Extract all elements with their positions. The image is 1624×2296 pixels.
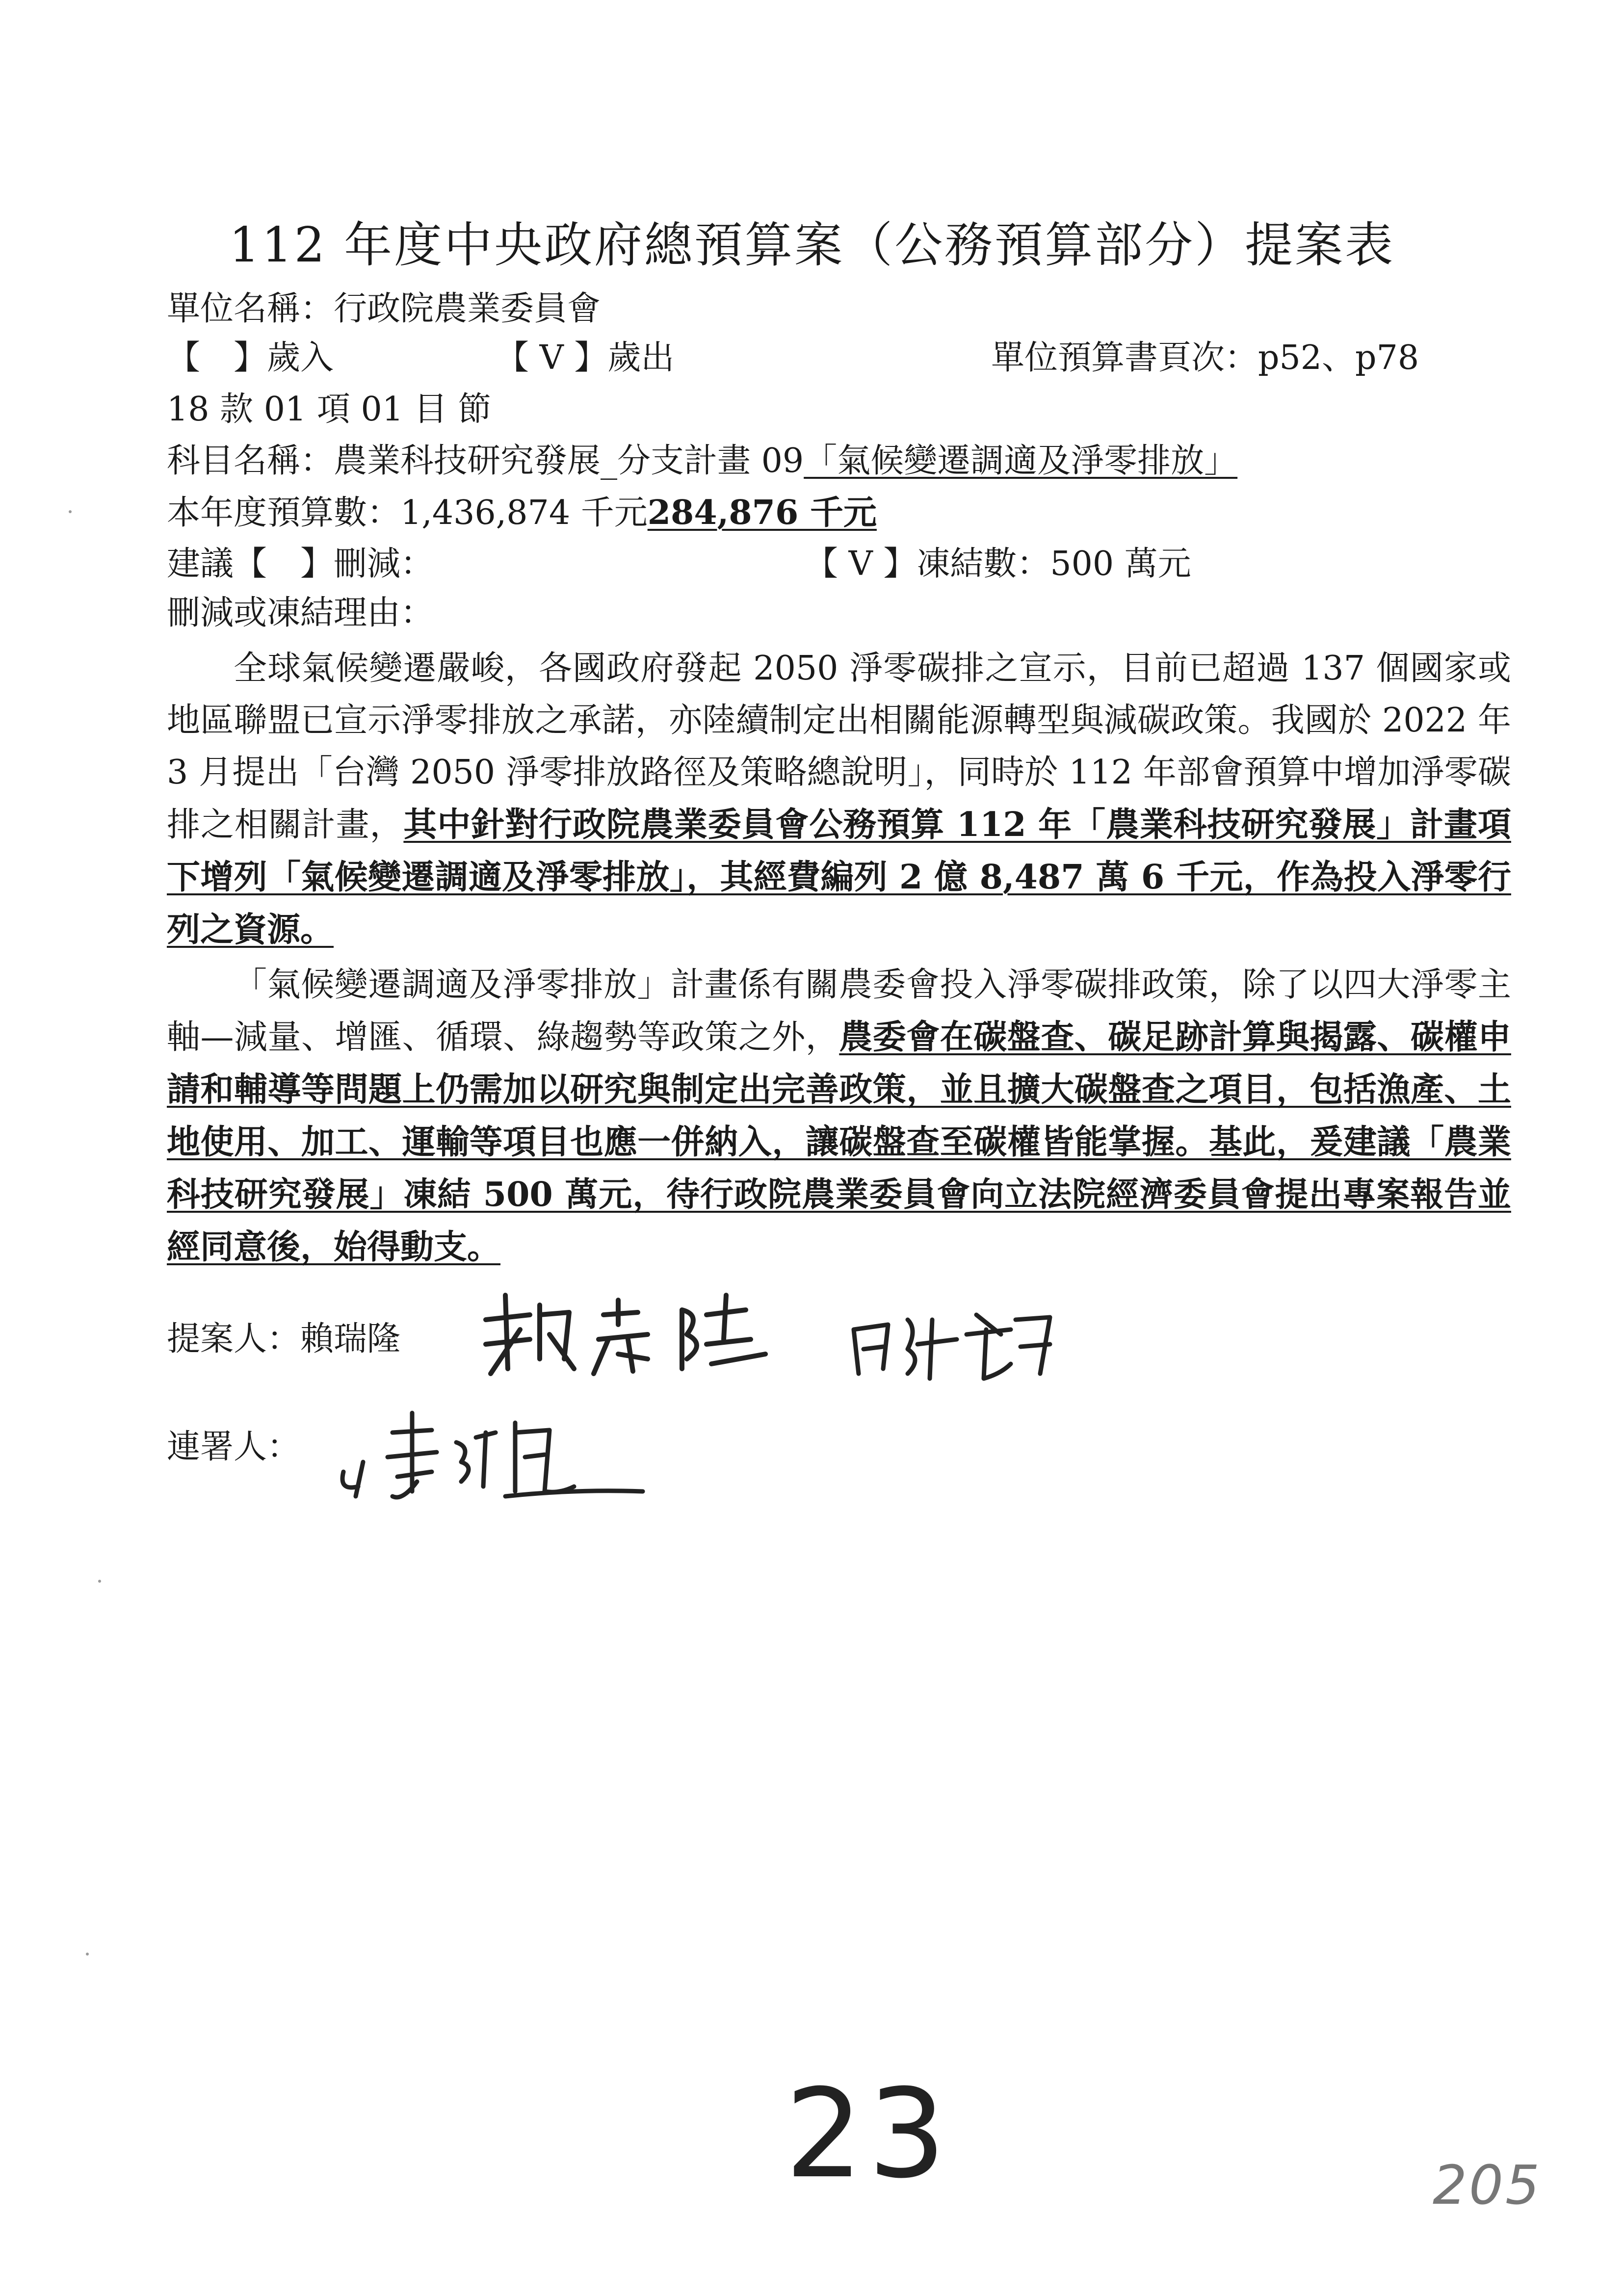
proposer-signature xyxy=(471,1285,785,1383)
page-number: 23 xyxy=(785,2062,951,2205)
paragraph-2-plain: 「氣候變遷調適及淨零排放」計畫係有關農委會投入淨零碳排政策，除了以四大淨零主軸—減量、增匯、循環、綠趨勢等政策之外， xyxy=(167,965,1511,1057)
scan-speck xyxy=(69,510,72,513)
subject-line xyxy=(167,437,1237,486)
revenue-checkbox-label: 【 】歲入 xyxy=(167,339,334,377)
paragraph-2-emphasis: 農委會在碳盤查、碳足跡計算與揭露、碳權申請和輔導等問題上仍需加以研究與制定出完善政策，並且擴大碳盤查之項目，包括漁產、土地使用、加工、運輸等項目也應一併納入，讓碳盤查至碳權皆能掌握。基此，爰建議「農業科技研究發展」凍結 500 萬元，待行政院農業委員會向立法院經濟委員會提出專案報告並經同意後，始得動支。 xyxy=(167,1018,1511,1267)
reason-paragraph-2 xyxy=(167,959,1511,1274)
item-code: 18 款 01 項 01 目 節 xyxy=(167,390,492,429)
suggest-cut-label: 建議【 】刪減： xyxy=(167,545,434,583)
scan-speck xyxy=(98,1580,101,1583)
reason-paragraph-1 xyxy=(167,643,1511,956)
budget-prefix: 本年度預算數：1,436,874 千元 xyxy=(167,494,648,532)
freeze-amount-label: 【 V 】凍結數：500 萬元 xyxy=(805,545,1191,583)
budget-underlined: 284,876 千元 xyxy=(647,493,877,532)
cosigner-signature-2 xyxy=(329,1403,653,1511)
cosigner-label: 連署人： xyxy=(167,1428,301,1466)
unit-name: 單位名稱：行政院農業委員會 xyxy=(167,289,601,328)
document-title: 112 年度中央政府總預算案（公務預算部分）提案表 xyxy=(229,217,1395,273)
expenditure-checkbox-label: 【 V 】歲出 xyxy=(496,339,675,377)
paragraph-1-plain: 全球氣候變遷嚴峻，各國政府發起 2050 淨零碳排之宣示，目前已超過 137 個國家或地區聯盟已宣示淨零排放之承諾，亦陸續制定出相關能源轉型與減碳政策。我國於 2022 年 3 月提出「台灣 2050 淨零排放路徑及策略總說明」，同時於 112 年部會預算中增加淨零碳排之相關計畫， xyxy=(167,649,1511,844)
page-reference: 單位預算書頁次：p52、p78 xyxy=(991,339,1419,377)
cosigner-signature-1 xyxy=(844,1300,1070,1388)
handwritten-page-number: 205 xyxy=(1433,2154,1542,2217)
budget-line xyxy=(167,488,877,538)
reason-label: 刪減或凍結理由： xyxy=(167,594,434,632)
scan-speck xyxy=(86,1953,89,1956)
proposer-label: 提案人：賴瑞隆 xyxy=(167,1320,401,1358)
subject-prefix: 科目名稱：農業科技研究發展_分支計畫 09 xyxy=(167,442,804,480)
paragraph-1-emphasis: 其中針對行政院農業委員會公務預算 112 年「農業科技研究發展」計畫項下增列「氣候變遷調適及淨零排放」，其經費編列 2 億 8,487 萬 6 千元，作為投入淨零行列之資源。 xyxy=(167,805,1511,949)
subject-underlined: 「氣候變遷調適及淨零排放」 xyxy=(804,442,1238,480)
